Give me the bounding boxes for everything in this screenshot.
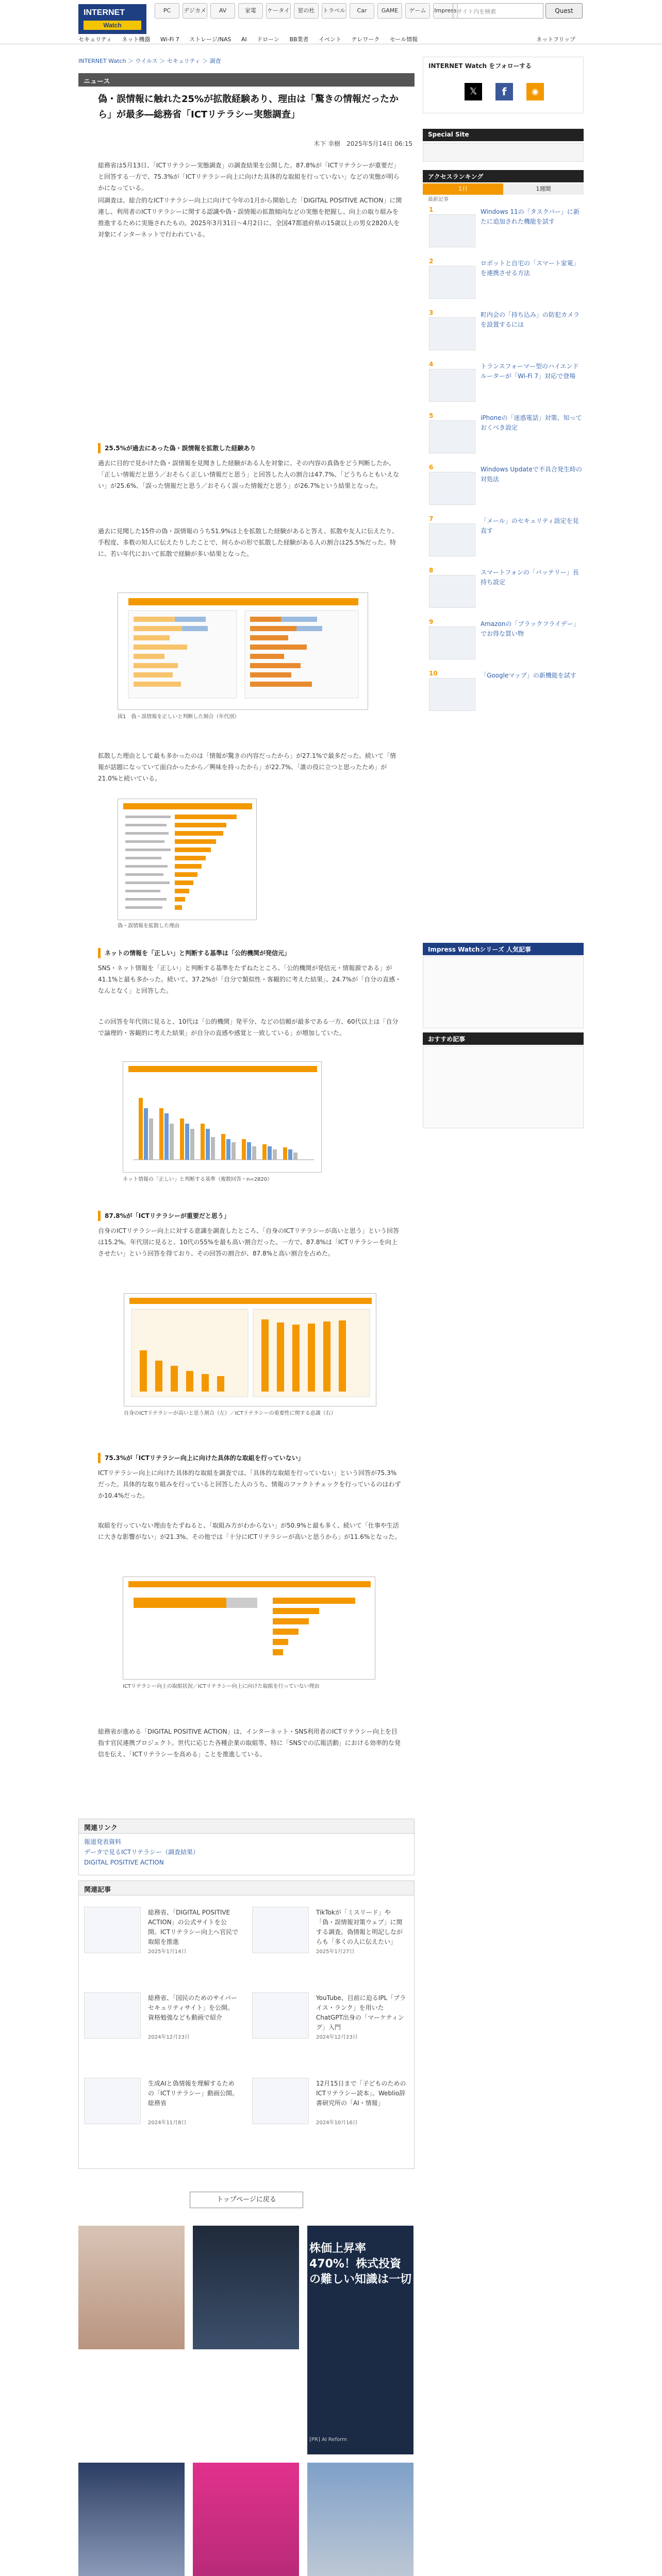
- related-date: 2024年12月23日: [316, 2035, 358, 2040]
- article-paragraph: 過去に目的で見かけた偽・誤情報を見聞きした経験がある人を対象に、その内容の真偽をどう判断したか、「正しい情報だと思う／おそらく正しい情報だと思う」と回答した人の割合は47.7%、「どうちらともいえない」が25.6%、「誤った情報だと思う／おそらく誤った情報だと思う」が26.7%という結果となった。: [98, 460, 400, 489]
- impress-watch-heading: Impress Watchシリーズ 人気記事: [423, 943, 584, 955]
- ad-image: [193, 2463, 299, 2576]
- nav-item[interactable]: BB業者: [289, 36, 309, 43]
- ranking-item[interactable]: 3 町内会の「持ち込み」の防犯カメラを設置するには: [429, 309, 584, 359]
- article-paragraph: この回答を年代別に見ると、10代は「公的機関」発平分、などの信頼が最多である一方、60代以上は「自分で論理的・客観的に考えた結果」が自分の直感や感覚と一致している」が増加していた。: [98, 1018, 399, 1037]
- search-input[interactable]: サイト内を検索: [453, 3, 543, 19]
- ad-card[interactable]: [78, 2463, 185, 2576]
- ranking-thumbnail: [429, 266, 475, 299]
- related-article[interactable]: [84, 2078, 239, 2129]
- ad-image: [78, 2226, 185, 2349]
- related-title[interactable]: 生成AIと偽情報を理解するための「ICTリテラシー」動画公開。総務省: [148, 2080, 239, 2107]
- article-paragraph: 自身のICTリテラシー向上に対する意識を調査したところ、「自身のICTリテラシーが高いと思う」という回答は15.2%。年代別に見ると、10代の55%を最も高い割合だった。一方で、87.8%は「ICTリテラシーを向上させたい」という回答を得ており、その回答の割合が、87.8%と高い割合を占めた。: [98, 1227, 400, 1257]
- ranking-tab-day[interactable]: 1日: [423, 183, 503, 195]
- figure-caption: 偽・誤情報を拡散した理由: [118, 923, 179, 929]
- ranking-title[interactable]: Windows 11の「タスクバー」に新たに追加された機能を試す: [481, 208, 580, 225]
- article-paragraph: 拡散した理由として最も多かったのは「情報が驚きの内容だったから」が27.1%で最多だった。続いて「情報が話題になっていて面白かったから／興味を持ったから」が22.7%、「誰の役に立つと思ったため」が21.0%と続いている。: [98, 752, 396, 782]
- nav-item[interactable]: ドローン: [257, 36, 279, 43]
- access-ranking-heading: アクセスランキング: [423, 170, 584, 182]
- figure-bar-pair[interactable]: [123, 1577, 375, 1680]
- ranking-thumbnail: [429, 369, 475, 402]
- related-link[interactable]: 報道発表資料: [84, 1838, 122, 1845]
- site-tab[interactable]: GAME: [377, 3, 402, 19]
- ad-card[interactable]: [78, 2226, 185, 2454]
- site-logo[interactable]: [78, 4, 146, 34]
- ranking-item[interactable]: 8 スマートフォンの「バッテリー」長持ち設定: [429, 567, 584, 616]
- figure-chart-image: [124, 1294, 376, 1406]
- ad-headline[interactable]: 株価上昇率470%！株式投資の難しい知識は一切: [309, 2242, 412, 2286]
- related-thumbnail: [84, 1992, 141, 2039]
- figure-caption: 図1 偽・誤情報を正しいと判断した割合（年代別）: [118, 714, 240, 720]
- figure-caption: ICTリテラシー向上の取組状況／ICTリテラシー向上に向けた取組を行っていない理由: [123, 1684, 320, 1689]
- section-label: ニュース: [78, 73, 415, 87]
- ranking-thumbnail: [429, 575, 475, 608]
- ranking-title[interactable]: 「Googleマップ」の新機能を試す: [481, 672, 576, 679]
- related-title[interactable]: 12月15日まで「子どものためのICTリテラシー読本」。Weblio辞書研究所の「AI・情報」: [316, 2080, 406, 2107]
- follow-link[interactable]: ネットフリップ: [536, 36, 575, 43]
- ranking-title[interactable]: トランスフォーマー型のハイエンドルーターが「Wi-Fi 7」対応で登場: [481, 363, 579, 380]
- related-title[interactable]: YouTube、目前に迫るIPL「プライス・ランク」を用いたChatGPT出身の「マーケティング」入門: [316, 1994, 406, 2031]
- article-paragraph: ICTリテラシー向上に向けた具体的な取組を調査では、「具体的な取組を行っていない」という回答が75.3%だった。具体的な取り組みを行っていると回答した人のうち、情報のファクトチェックを行っているのはわずか10.4%だった。: [98, 1469, 401, 1499]
- ad-card[interactable]: [307, 2463, 413, 2576]
- related-thumbnail: [84, 2078, 141, 2124]
- ranking-item[interactable]: 6 Windows Updateで不具合発生時の対処法: [429, 464, 584, 513]
- related-article[interactable]: [252, 1992, 407, 2044]
- related-date: 2025年1月27日: [316, 1949, 355, 1955]
- site-tab[interactable]: Impress: [433, 3, 458, 19]
- figure-chart-image: [118, 799, 257, 920]
- site-tab[interactable]: デジカメ: [183, 3, 207, 19]
- related-date: 2025年1月14日: [148, 1949, 187, 1955]
- figure-chart-image: [123, 1062, 322, 1173]
- related-article[interactable]: [252, 2078, 407, 2129]
- ranking-thumbnail: [429, 472, 475, 505]
- ad-card[interactable]: [307, 2226, 413, 2454]
- figure-caption: 自身のICTリテラシーが高いと思う割合（左）／ICTリテラシーの重要性に関する意識（右）: [124, 1411, 336, 1416]
- x-icon[interactable]: 𝕏: [465, 83, 482, 100]
- ad-card[interactable]: [193, 2226, 299, 2454]
- figure-caption: ネット情報の「正しい」と判断する基準（複数回答・n=2820）: [123, 1177, 273, 1182]
- ranking-item[interactable]: 10 「Googleマップ」の新機能を試す: [429, 670, 584, 719]
- related-title[interactable]: 総務省、「国民のためのサイバーセキュリティサイト」を公開。資格勉強なども動画で紹介: [148, 1994, 237, 2021]
- related-thumbnail: [252, 1992, 309, 2039]
- ranking-title[interactable]: ロボットと自宅の「スマート家電」を連携させる方法: [481, 260, 580, 277]
- nav-item[interactable]: ストレージ/NAS: [189, 36, 231, 43]
- logo-text: INTERNET: [84, 8, 125, 17]
- related-links-heading: 関連リンク: [79, 1819, 414, 1834]
- nav-item[interactable]: ネット機器: [122, 36, 151, 43]
- site-tab[interactable]: Car: [350, 3, 374, 19]
- ad-source: [PR] AI Reform: [309, 2437, 347, 2443]
- ranking-thumbnail: [429, 317, 475, 350]
- figure-stacked-bars[interactable]: [118, 592, 368, 710]
- site-tab[interactable]: トラベル: [322, 3, 346, 19]
- ranking-item[interactable]: 7 「メール」のセキュリティ設定を見直す: [429, 515, 584, 565]
- related-links-box: [78, 1819, 415, 1875]
- logo-subtext: Watch: [84, 21, 141, 30]
- article-paragraph: SNS・ネット情報を「正しい」と判断する基準をたずねたところ、「公的機関が発信元・情報源である」が41.1%と最も多かった。続いて、37.2%が「自分で類似性・客観的に考えた結果」、24.7%が「自分の直感・なんとなく」と回答した。: [98, 964, 402, 994]
- main-nav: [78, 35, 584, 44]
- ad-card[interactable]: [193, 2463, 299, 2576]
- ranking-thumbnail: [429, 214, 475, 247]
- article-paragraph: 総務省は5月13日、「ICTリテラシー実態調査」の調査結果を公開した。87.8%が「ICTリテラシーが重要だ」と回答する一方で、75.3%が「ICTリテラシー向上に向けた具体的な取組を行っていない」などの実態が明らかになっている。: [98, 162, 400, 191]
- article-paragraph: 過去に見聞した15件の偽・誤情報のうち51.9%は上を拡散した経験があると答え、拡散や友人に伝えたり、手程度、多数の知人に伝えたりしたことで、何らかの形で拡散した経験がある人の割合は25.5%だった。特に、若い年代において拡散で経験が多い結果となった。: [98, 528, 399, 557]
- article-title: 偽・誤情報に触れた25%が拡散経験あり、理由は「驚きの情報だったから」が最多―総務省「ICTリテラシー実態調査」: [98, 94, 399, 120]
- site-tab[interactable]: ゲーム: [405, 3, 430, 19]
- site-tab[interactable]: 窓の杜: [294, 3, 319, 19]
- special-site-banner[interactable]: [423, 143, 584, 162]
- related-date: 2024年10月16日: [316, 2120, 358, 2126]
- nav-item[interactable]: AI: [241, 36, 247, 43]
- section-heading: ネットの情報を「正しい」と判断する基準は「公的機関が発信元」: [98, 948, 402, 958]
- breadcrumb[interactable]: INTERNET Watch ＞ ウイルス ＞ セキュリティ ＞ 調査: [78, 58, 221, 64]
- related-articles-box: [78, 1880, 415, 2169]
- latest-heading: 最新記事: [428, 197, 449, 202]
- related-article[interactable]: [252, 1907, 407, 1958]
- follow-heading: INTERNET Watch をフォローする: [428, 62, 532, 70]
- site-header: [0, 0, 662, 44]
- ranking-title[interactable]: Amazonの「ブラックフライデー」でお得な買い物: [481, 620, 580, 637]
- nav-item[interactable]: セキュリティ: [78, 36, 112, 43]
- section-heading: 87.8%が「ICTリテラシーが重要だと思う」: [98, 1211, 402, 1221]
- figure-chart-image: [118, 593, 368, 710]
- ranking-item[interactable]: 5 iPhoneの「迷惑電話」対策、知っておくべき設定: [429, 412, 584, 462]
- related-link[interactable]: DIGITAL POSITIVE ACTION: [84, 1859, 164, 1866]
- figure-horizontal-bars[interactable]: [118, 799, 257, 920]
- ad-image: [307, 2463, 413, 2576]
- impress-watch-list[interactable]: [423, 956, 584, 1028]
- ranking-thumbnail: [429, 626, 475, 659]
- related-article[interactable]: [84, 1992, 239, 2044]
- nav-item[interactable]: テレワーク: [351, 36, 380, 43]
- nav-item[interactable]: Wi-Fi 7: [160, 36, 179, 43]
- site-tab[interactable]: ケータイ: [266, 3, 291, 19]
- article-paragraph: 同調査は、総合的なICTリテラシー向上に向けて今年の1月から開始した「DIGITAL POSITIVE ACTION」に関連し、利用者のICTリテラシーに関する認識や偽・誤情報の拡散傾向などの実態を把握し、向上の取り組みを推進するために実施されたもの。2025年3月31日～4月2日に、全国47都道府県の15歳以上の男女2820人を対象にインターネットで行われている。: [98, 197, 402, 238]
- ranking-thumbnail: [429, 678, 475, 711]
- special-site-heading: Special Site: [423, 129, 584, 141]
- ranking-title[interactable]: iPhoneの「迷惑電話」対策、知っておくべき設定: [481, 414, 582, 431]
- related-title[interactable]: TikTokが「ミスリード」や「偽・誤情報対策ウェブ」に関する調査。偽情報と明記しながらも「多くの人に伝えたい」: [316, 1909, 403, 1945]
- article-byline: 木下 幸樹 2025年5月14日 06:15: [313, 140, 412, 147]
- related-date: 2024年11月8日: [148, 2120, 187, 2126]
- ranking-tab-week[interactable]: 1週間: [503, 183, 584, 195]
- ranking-title[interactable]: 町内会の「持ち込み」の防犯カメラを設置するには: [481, 311, 580, 328]
- ranking-item[interactable]: 4 トランスフォーマー型のハイエンドルーターが「Wi-Fi 7」対応で登場: [429, 361, 584, 410]
- ranking-title[interactable]: Windows Updateで不具合発生時の対処法: [481, 466, 582, 483]
- rss-icon[interactable]: ◉: [526, 83, 544, 100]
- related-thumbnail: [252, 1907, 309, 1953]
- ranking-thumbnail: [429, 420, 475, 453]
- section-heading: 75.3%が「ICTリテラシー向上に向けた具体的な取組を行っていない」: [98, 1453, 402, 1463]
- ranking-title[interactable]: スマートフォンの「バッテリー」長持ち設定: [481, 569, 579, 586]
- ranking-title[interactable]: 「メール」のセキュリティ設定を見直す: [481, 517, 579, 534]
- ranking-item[interactable]: 2 ロボットと自宅の「スマート家電」を連携させる方法: [429, 258, 584, 307]
- related-date: 2024年12月23日: [148, 2035, 190, 2040]
- related-title[interactable]: 総務省、「DIGITAL POSITIVE ACTION」の公式サイトを公開。ICTリテラシー向上へ官民で取組を推進: [148, 1909, 239, 1945]
- follow-box: [423, 57, 584, 113]
- figure-dual-bars[interactable]: [124, 1293, 376, 1406]
- figure-column-chart[interactable]: [123, 1061, 322, 1173]
- section-heading: 25.5%が過去にあった偽・誤情報を拡散した経験あり: [98, 443, 402, 453]
- recommend-heading: おすすめ記事: [423, 1032, 584, 1045]
- article-paragraph: 総務省が進める「DIGITAL POSITIVE ACTION」は、インターネット・SNS利用者のICTリテラシー向上を目指す官民連携プロジェクト。世代に応じた各種企業の取組等、特に「SNSでの広報活動」における効率的な発信を伝え、「ICTリテラシーを高める」ことを推進している。: [98, 1728, 401, 1758]
- facebook-icon[interactable]: f: [495, 83, 513, 100]
- site-tab[interactable]: AV: [210, 3, 235, 19]
- ranking-item[interactable]: 9 Amazonの「ブラックフライデー」でお得な買い物: [429, 618, 584, 668]
- site-tabs: [155, 3, 458, 19]
- ranking-item[interactable]: 1 Windows 11の「タスクバー」に新たに追加された機能を試す: [429, 206, 584, 256]
- nav-item[interactable]: セール情報: [389, 36, 418, 43]
- related-articles-heading: 関連記事: [79, 1881, 414, 1895]
- article-paragraph: 取組を行っていない理由をたずねると、「取組み方がわからない」が50.9%と最も多く、続いて「仕事や生活に大きな影響がない」が21.3%、その他では「十分にICTリテラシーが高いと思うから」が11.6%となった。: [98, 1522, 401, 1540]
- back-to-top-button[interactable]: トップページに戻る: [190, 2192, 303, 2208]
- ad-image: [78, 2463, 185, 2576]
- recommend-list[interactable]: [423, 1046, 584, 1128]
- site-tab[interactable]: PC: [155, 3, 179, 19]
- nav-item[interactable]: イベント: [319, 36, 342, 43]
- search-button[interactable]: Quest: [545, 3, 583, 19]
- related-link[interactable]: データで見るICTリテラシー（調査結果）: [84, 1849, 200, 1856]
- related-article[interactable]: [84, 1907, 239, 1958]
- figure-chart-image: [123, 1577, 375, 1680]
- ad-image: [193, 2226, 299, 2349]
- related-thumbnail: [84, 1907, 141, 1953]
- related-thumbnail: [252, 2078, 309, 2124]
- site-tab[interactable]: 家電: [238, 3, 263, 19]
- ranking-thumbnail: [429, 523, 475, 556]
